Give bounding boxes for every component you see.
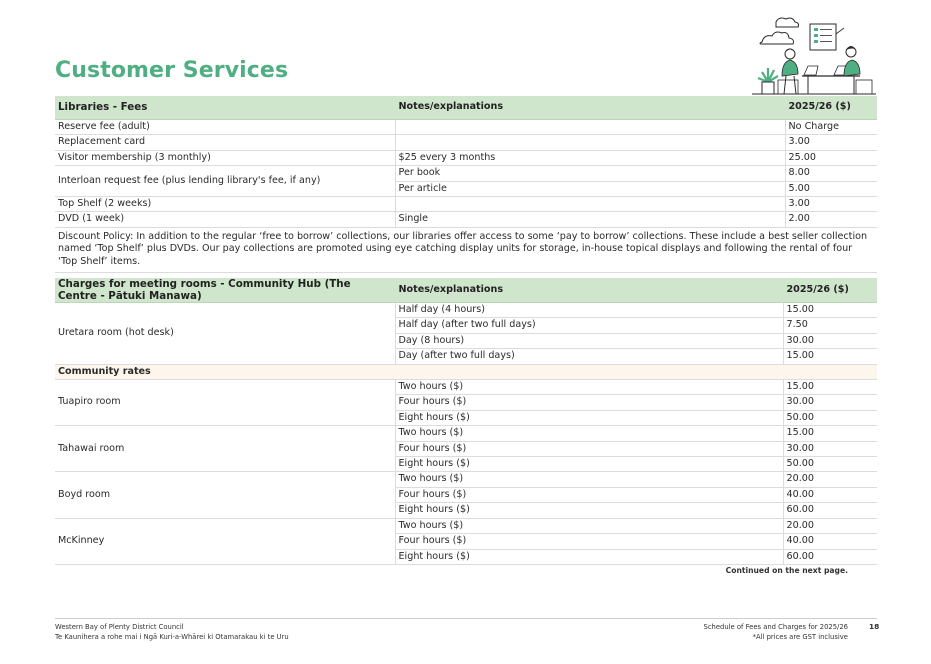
footer-divider xyxy=(55,618,877,619)
room-price: 60.00 xyxy=(783,549,877,564)
table-row xyxy=(55,472,877,487)
table-row xyxy=(55,518,877,533)
fee-price: No Charge xyxy=(785,120,877,135)
room-note: Eight hours ($) xyxy=(395,410,783,425)
room-price: 15.00 xyxy=(783,349,877,364)
fee-item: Reserve fee (adult) xyxy=(55,120,395,135)
room-note: Two hours ($) xyxy=(395,380,783,395)
footer-document-title: Schedule of Fees and Charges for 2025/26 xyxy=(703,623,848,631)
room-note: Day (after two full days) xyxy=(395,349,783,364)
libraries-header-notes: Notes/explanations xyxy=(395,96,785,120)
table-row xyxy=(55,426,877,441)
room-price: 30.00 xyxy=(783,333,877,348)
footer-gst-note: *All prices are GST inclusive xyxy=(752,633,848,641)
room-note: Eight hours ($) xyxy=(395,457,783,472)
room-price: 40.00 xyxy=(783,534,877,549)
room-note: Two hours ($) xyxy=(395,426,783,441)
room-name: Boyd room xyxy=(55,472,395,518)
fee-price: 5.00 xyxy=(785,181,877,196)
room-note: Four hours ($) xyxy=(395,487,783,502)
room-price: 15.00 xyxy=(783,426,877,441)
fee-item: Replacement card xyxy=(55,135,395,150)
room-price: 15.00 xyxy=(783,303,877,318)
table-row xyxy=(55,303,877,318)
room-note: Half day (4 hours) xyxy=(395,303,783,318)
libraries-fees-table xyxy=(55,96,877,273)
libraries-header-price: 2025/26 ($) xyxy=(785,96,877,120)
room-name: Uretara room (hot desk) xyxy=(55,303,395,365)
page-number: 18 xyxy=(869,622,880,631)
room-note: Four hours ($) xyxy=(395,534,783,549)
room-name: Tahawai room xyxy=(55,426,395,472)
fee-price: 8.00 xyxy=(785,166,877,181)
room-price: 20.00 xyxy=(783,472,877,487)
room-price: 30.00 xyxy=(783,395,877,410)
footer-council xyxy=(55,622,289,642)
room-price: 15.00 xyxy=(783,380,877,395)
people-working-illustration xyxy=(748,14,878,98)
room-price: 60.00 xyxy=(783,503,877,518)
room-price: 50.00 xyxy=(783,410,877,425)
room-note: Day (8 hours) xyxy=(395,333,783,348)
meeting-header-item: Charges for meeting rooms - Community Hub (The Centre - Pātuki Manawa) xyxy=(55,278,395,303)
meeting-header-notes: Notes/explanations xyxy=(395,278,783,303)
fee-item: Visitor membership (3 monthly) xyxy=(55,150,395,165)
table-row xyxy=(55,197,877,212)
room-price: 30.00 xyxy=(783,441,877,456)
fee-price: 25.00 xyxy=(785,150,877,165)
room-note: Half day (after two full days) xyxy=(395,318,783,333)
room-price: 40.00 xyxy=(783,487,877,502)
fee-note: Single xyxy=(395,212,785,227)
meeting-header-price: 2025/26 ($) xyxy=(783,278,877,303)
table-row xyxy=(55,120,877,135)
room-price: 50.00 xyxy=(783,457,877,472)
fee-item: Top Shelf (2 weeks) xyxy=(55,197,395,212)
table-row xyxy=(55,212,877,227)
footer-document-info xyxy=(704,622,849,642)
libraries-header-item: Libraries - Fees xyxy=(55,96,395,120)
fee-note xyxy=(395,197,785,212)
page-title: Customer Services xyxy=(55,58,289,83)
table-row xyxy=(55,150,877,165)
room-note: Two hours ($) xyxy=(395,518,783,533)
fee-item: Interloan request fee (plus lending library's fee, if any) xyxy=(55,166,395,197)
fee-item: DVD (1 week) xyxy=(55,212,395,227)
fee-note: Per book xyxy=(395,166,785,181)
fee-price: 3.00 xyxy=(785,197,877,212)
discount-policy-text: Discount Policy: In addition to the regular ‘free to borrow’ collections, our libraries offer access to some ‘pay to borrow’ collections. These include a best seller collection named ‘Top Shelf’ plus DVDs. Our pay collections are promoted using eye catching display units for storage, in-house topical displays and following the rental of four ‘Top Shelf’ items. xyxy=(55,227,877,272)
room-note: Eight hours ($) xyxy=(395,503,783,518)
room-note: Two hours ($) xyxy=(395,472,783,487)
fee-note xyxy=(395,120,785,135)
continued-note: Continued on the next page. xyxy=(725,566,848,575)
fee-price: 2.00 xyxy=(785,212,877,227)
community-rates-label: Community rates xyxy=(55,364,877,379)
room-note: Four hours ($) xyxy=(395,441,783,456)
fee-note xyxy=(395,135,785,150)
footer-council-name: Western Bay of Plenty District Council xyxy=(55,623,184,631)
fee-price: 3.00 xyxy=(785,135,877,150)
room-note: Eight hours ($) xyxy=(395,549,783,564)
room-name: McKinney xyxy=(55,518,395,564)
table-row xyxy=(55,166,877,181)
table-row xyxy=(55,380,877,395)
meeting-rooms-table xyxy=(55,278,877,565)
room-name: Tuapiro room xyxy=(55,380,395,426)
fee-note: Per article xyxy=(395,181,785,196)
room-price: 7.50 xyxy=(783,318,877,333)
room-price: 20.00 xyxy=(783,518,877,533)
table-row xyxy=(55,135,877,150)
room-note: Four hours ($) xyxy=(395,395,783,410)
footer-council-maori-name: Te Kaunihera a rohe mai i Ngā Kuri-a-Whārei ki Otamarakau ki te Uru xyxy=(55,633,289,641)
fee-note: $25 every 3 months xyxy=(395,150,785,165)
